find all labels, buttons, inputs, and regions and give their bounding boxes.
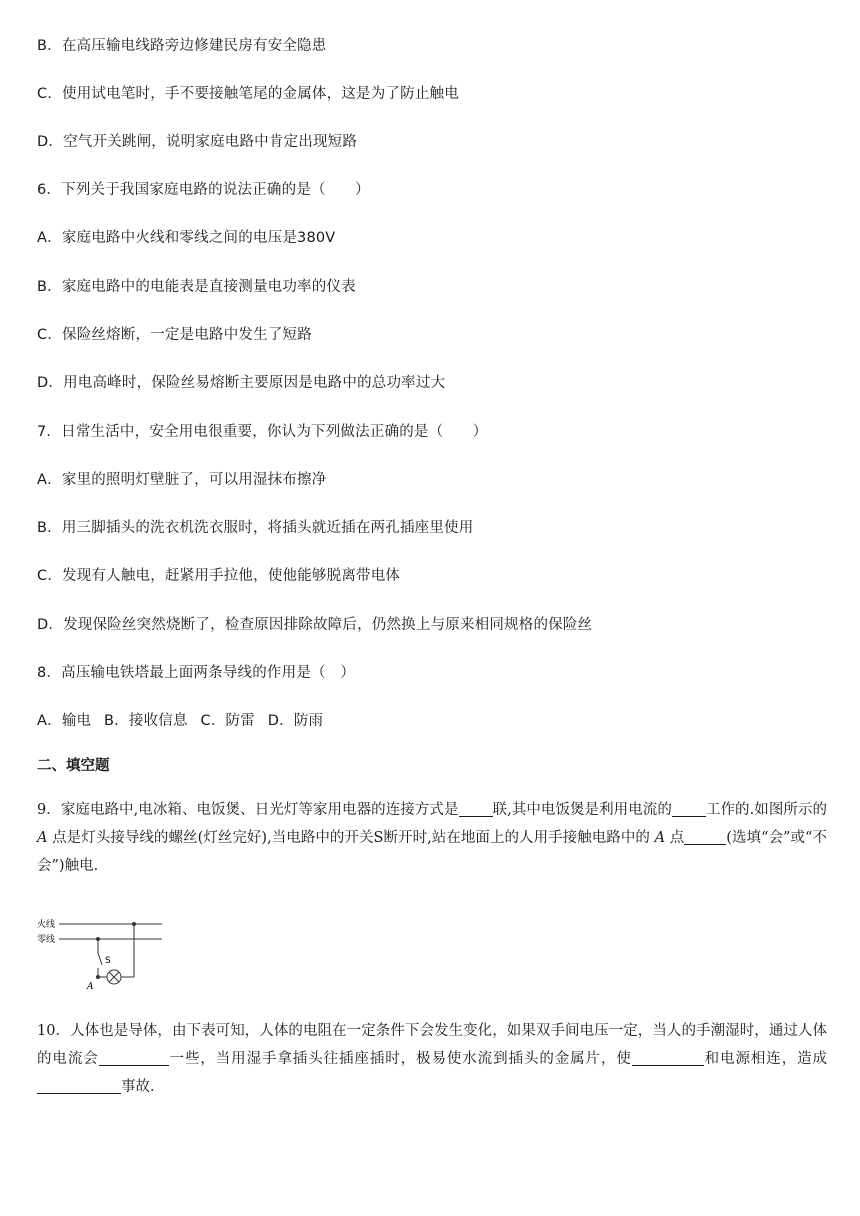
section-heading-fill-in: 二、填空题	[37, 758, 110, 774]
point-a-label: A	[87, 982, 94, 992]
q9-blank-1[interactable]	[459, 800, 493, 817]
q9-text-1: 9．家庭电路中,电冰箱、电饭煲、日光灯等家用电器的连接方式是	[37, 802, 459, 818]
q7-option-a: A．家里的照明灯壁脏了，可以用湿抹布擦净	[37, 472, 327, 488]
q9-text-8: (选填“会”或“不会”)触电.	[37, 830, 828, 874]
q9-text-3: 工作的.如图所示的	[705, 802, 827, 818]
q6-option-b: B．家庭电路中的电能表是直接测量电功率的仪表	[37, 279, 356, 295]
q5-option-b: B．在高压输电线路旁边修建民房有安全隐患	[37, 38, 327, 54]
q5-option-d: D．空气开关跳闸，说明家庭电路中肯定出现短路	[37, 134, 358, 150]
q10-text-2: 一些，当用湿手拿插头往插座插时，极易使水流到插头的金属片，使	[168, 1051, 632, 1067]
q6-stem: 6．下列关于我国家庭电路的说法正确的是（ ）	[37, 182, 370, 198]
switch-blade	[98, 953, 102, 965]
q9-text-5: 点是灯头接导线的螺丝(灯丝完好),当电路中的开关S断开时,站在地面上的人用手接触电路中的	[52, 830, 650, 846]
q8-option-c: C．防雷	[200, 713, 255, 729]
q9-text-7: 点	[669, 830, 685, 846]
q8-option-a: A．输电	[37, 713, 92, 729]
q7-option-b: B．用三脚插头的洗衣机洗衣服时，将插头就近插在两孔插座里使用	[37, 520, 474, 536]
q10-text-3: 和电源相连，造成	[703, 1051, 828, 1067]
q10-blank-1[interactable]	[99, 1049, 169, 1066]
q9-point-a: A	[37, 830, 48, 846]
q6-option-a: A．家庭电路中火线和零线之间的电压是380V	[37, 230, 336, 246]
q9-blank-3[interactable]	[684, 828, 726, 845]
q8-stem: 8．高压输电铁塔最上面两条导线的作用是（ ）	[37, 665, 356, 681]
q7-option-d: D．发现保险丝突然烧断了，检查原因排除故障后，仍然换上与原来相同规格的保险丝	[37, 617, 593, 633]
q10-blank-3[interactable]	[37, 1077, 121, 1094]
q10-text-1: 10．人体也是导体，由下表可知，人体的电阻在一定条件下会发生变化，如果双手间电压一定，当人的手潮湿时，通过人体的电流会	[37, 1023, 827, 1067]
q8-options	[37, 711, 331, 731]
q7-option-c: C．发现有人触电，赶紧用手拉他，使他能够脱离带电体	[37, 568, 401, 584]
q5-option-c: C．使用试电笔时，手不要接触笔尾的金属体，这是为了防止触电	[37, 86, 459, 102]
q9-blank-2[interactable]	[672, 800, 706, 817]
q9-paragraph	[37, 796, 827, 880]
live-wire-label: 火线	[37, 920, 56, 930]
q8-option-d: D．防雨	[267, 713, 324, 729]
circuit-diagram	[37, 913, 167, 993]
switch-label: S	[105, 956, 111, 966]
q6-option-c: C．保险丝熔断，一定是电路中发生了短路	[37, 327, 312, 343]
q7-stem: 7．日常生活中，安全用电很重要，你认为下列做法正确的是（ ）	[37, 424, 488, 440]
q10-blank-2[interactable]	[632, 1049, 704, 1066]
neutral-wire-label: 零线	[37, 935, 56, 945]
q9-text-2: 联,其中电饭煲是利用电流的	[492, 802, 672, 818]
q10-text-4: 事故．	[121, 1079, 165, 1095]
q8-option-b: B．接收信息	[104, 713, 188, 729]
q6-option-d: D．用电高峰时，保险丝易熔断主要原因是电路中的总功率过大	[37, 375, 446, 391]
q9-point-a-2: A	[654, 830, 666, 846]
q10-paragraph	[37, 1017, 827, 1101]
